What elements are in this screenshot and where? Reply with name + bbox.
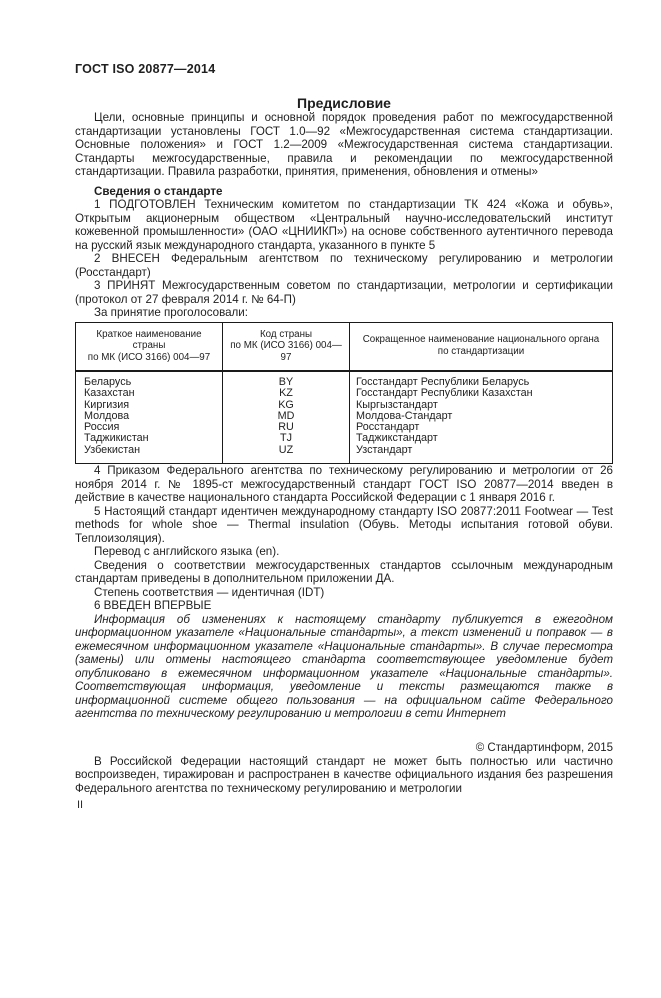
table-row <box>76 371 613 388</box>
standard-info-item-6: 6 ВВЕДЕН ВПЕРВЫЕ <box>94 599 212 613</box>
standard-info-item-2: 2 ВНЕСЕН Федеральным агентством по техническому регулированию и метрологии (Росстандарт) <box>75 252 613 279</box>
column-header-code <box>223 322 350 371</box>
intro-paragraph: Цели, основные принципы и основной порядок проведения работ по межгосударственной стандартизации установлены ГОСТ 1.0—92 «Межгосударственная система стандартизации. Основные положения» и ГОСТ 1.2—2009 «Межгосударственная система стандартизации. Стандарты межгосударственные, правила и рекомендации по межгосударственной стандартизации. Правила разработки, принятия, применения, обновления и отмены» <box>75 111 613 178</box>
column-header-country-line1: Краткое наименование страны <box>96 328 202 351</box>
vote-intro: За принятие проголосовали: <box>94 306 249 319</box>
cell-country: Казахстан <box>84 387 135 400</box>
cell-code: TJ <box>223 433 350 444</box>
document-page <box>0 62 661 998</box>
cell-body: Молдова-Стандарт <box>350 411 613 422</box>
amendments-notice: Информация об изменениях к настоящему стандарту публикуется в ежегодном информационном указателе «Национальные стандарты», а текст изменений и поправок — в ежемесячном информационном указателе «Национальные стандарты». В случае пересмотра (замены) или отмены настоящего стандарта соответствующее уведомление будет опубликовано в ежемесячном информационном указателе «Национальные стандарты». Соответствующая информация, уведомление и тексты размещаются также в информационной системе общего пользования — на официальном сайте Федерального агентства по техническому регулированию и метрологии в сети Интернет <box>75 612 613 721</box>
cell-code: KG <box>223 400 350 411</box>
cell-body: Узстандарт <box>350 445 613 464</box>
column-header-code-line1: Код страны <box>259 328 313 340</box>
table-row <box>76 400 613 411</box>
column-header-code-line2: по МК (ИСО 3166) 004—97 <box>230 340 342 363</box>
table-row <box>76 433 613 444</box>
cell-code: UZ <box>223 445 350 464</box>
cell-country: Таджикистан <box>84 432 149 445</box>
cell-country: Узбекистан <box>84 443 141 456</box>
item-5-correspondence: Сведения о соответствии межгосударственных стандартов ссылочным международным стандартам приведены в дополнительном приложении ДА. <box>75 558 613 586</box>
cell-country: Киргизия <box>84 398 130 411</box>
standard-info-item-3: 3 ПРИНЯТ Межгосударственным советом по стандартизации, метрологии и сертификации (протокол от 27 февраля 2014 г. № 64-П) <box>75 279 613 306</box>
column-header-country <box>76 322 223 371</box>
standard-info-item-5: 5 Настоящий стандарт идентичен международному стандарту ISO 20877:2011 Footwear — Test methods for whole shoe — Thermal insulation (Обувь. Методы испытания готовой обуви. Теплоизоляция). <box>75 504 613 545</box>
cell-code: MD <box>223 411 350 422</box>
table-row <box>76 422 613 433</box>
cell-body: Госстандарт Республики Беларусь <box>350 371 613 388</box>
cell-body: Кыргызстандарт <box>350 400 613 411</box>
column-header-body-line1: Сокращенное наименование национального органа <box>362 334 600 346</box>
column-header-body-line2: по стандартизации <box>437 345 525 357</box>
table-row <box>76 388 613 399</box>
column-header-body <box>350 322 613 371</box>
column-header-country-line2: по МК (ИСО 3166) 004—97 <box>87 351 211 363</box>
cell-body: Росстандарт <box>350 422 613 433</box>
item-5-degree: Степень соответствия — идентичная (IDT) <box>94 585 325 599</box>
cell-code: BY <box>223 371 350 388</box>
cell-country: Молдова <box>84 409 130 422</box>
standard-info-item-4: 4 Приказом Федерального агентства по техническому регулированию и метрологии от 26 ноября 2014 г. № 1895-ст межгосударственный стандарт ГОСТ ISO 20877—2014 введен в действие в качестве национального стандарта Российской Федерации с 1 января 2016 г. <box>75 464 613 505</box>
vote-table-header <box>76 322 613 371</box>
table-row <box>76 411 613 422</box>
cell-body: Госстандарт Республики Казахстан <box>350 388 613 399</box>
page-number: II <box>77 799 84 812</box>
section-heading: Сведения о стандарте <box>94 184 223 198</box>
cell-country: Беларусь <box>84 376 132 388</box>
cell-body: Таджикстандарт <box>350 433 613 444</box>
copyright-line: © Стандартинформ, 2015 <box>475 741 613 754</box>
vote-table <box>75 322 613 465</box>
cell-code: RU <box>223 422 350 433</box>
cell-code: KZ <box>223 388 350 399</box>
page-title: Предисловие <box>297 95 391 111</box>
standard-info-item-1: 1 ПОДГОТОВЛЕН Техническим комитетом по стандартизации ТК 424 «Кожа и обувь», Открытым акционерным обществом «Центральный научно-исследовательский институт кожевенной промышленности» (ОАО «ЦНИИКП») на основе собственного аутентичного перевода на русский язык международного стандарта, указанного в пункте 5 <box>75 198 613 252</box>
cell-country: Россия <box>84 421 120 434</box>
doc-code: ГОСТ ISO 20877—2014 <box>75 62 216 76</box>
table-row <box>76 445 613 464</box>
reproduction-restriction: В Российской Федерации настоящий стандарт не может быть полностью или частично воспроизведен, тиражирован и распространен в качестве официального издания без разрешения Федерального агентства по техническому регулированию и метрологии <box>75 754 613 795</box>
item-5-translation: Перевод с английского языка (en). <box>94 545 280 559</box>
